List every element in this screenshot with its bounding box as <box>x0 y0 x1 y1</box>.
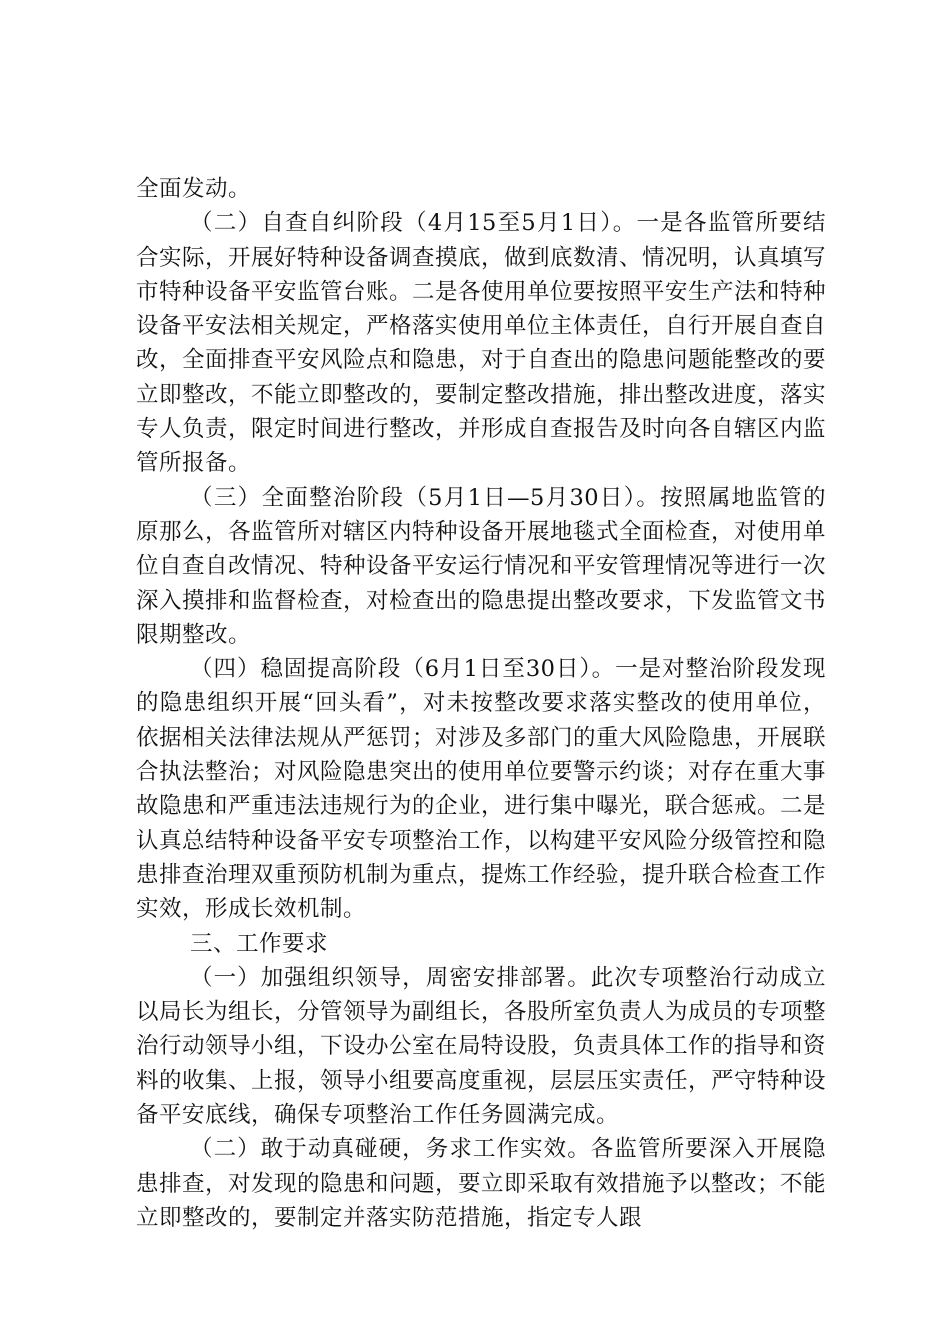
paragraph-organizational-leadership: （一）加强组织领导，周密安排部署。此次专项整治行动成立以局长为组长，分管领导为副组长，各股所室负责人为成员的专项整治行动领导小组，下设办公室在局特设股，负责具体工作的指导和资料的收集、上报，领导小组要高度重视，层层压实责任，严守特种设备平安底线，确保专项整治工作任务圆满完成。 <box>136 964 827 1129</box>
paragraph-comprehensive-rectification-stage: （三）全面整治阶段（5月1日—5月30日）。按照属地监管的原那么，各监管所对辖区内特种设备开展地毯式全面检查，对使用单位自查自改情况、特种设备平安运行情况和平安管理情况等进行一次深入摸排和监督检查，对检查出的隐患提出整改要求，下发监管文书限期整改。 <box>136 484 827 648</box>
paragraph-consolidation-stage: （四）稳固提高阶段（6月1日至30日）。一是对整治阶段发现的隐患组织开展“回头看”，对未按整改要求落实整改的使用单位，依据相关法律法规从严惩罚；对涉及多部门的重大风险隐患，开展联合执法整治；对风险隐患突出的使用单位要警示约谈；对存在重大事故隐患和严重违法违规行为的企业，进行集中曝光，联合惩戒。二是认真总结特种设备平安专项整治工作，以构建平安风险分级管控和隐患排查治理双重预防机制为重点，提炼工作经验，提升联合检查工作实效，形成长效机制。 <box>136 656 827 923</box>
paragraph-continuation: 全面发动。 <box>136 176 252 202</box>
paragraph-work-effectiveness: （二）敢于动真碰硬，务求工作实效。各监管所要深入开展隐患排查，对发现的隐患和问题，要立即采取有效措施予以整改；不能立即整改的，要制定并落实防范措施，指定专人跟 <box>136 1136 827 1231</box>
section-heading-work-requirements: 三、工作要求 <box>190 930 329 957</box>
paragraph-self-inspection-stage: （二）自查自纠阶段（4月15至5月1日）。一是各监管所要结合实际，开展好特种设备调查摸底，做到底数清、情况明，认真填写市特种设备平安监管台账。二是各使用单位要按照平安生产法和特种设备平安法相关规定，严格落实使用单位主体责任，自行开展自查自改，全面排查平安风险点和隐患，对于自查出的隐患问题能整改的要立即整改，不能立即整改的，要制定整改措施，排出整改进度，落实专人负责，限定时间进行整改，并形成自查报告及时向各自辖区内监管所报备。 <box>136 210 827 477</box>
document-body <box>136 172 826 1235</box>
